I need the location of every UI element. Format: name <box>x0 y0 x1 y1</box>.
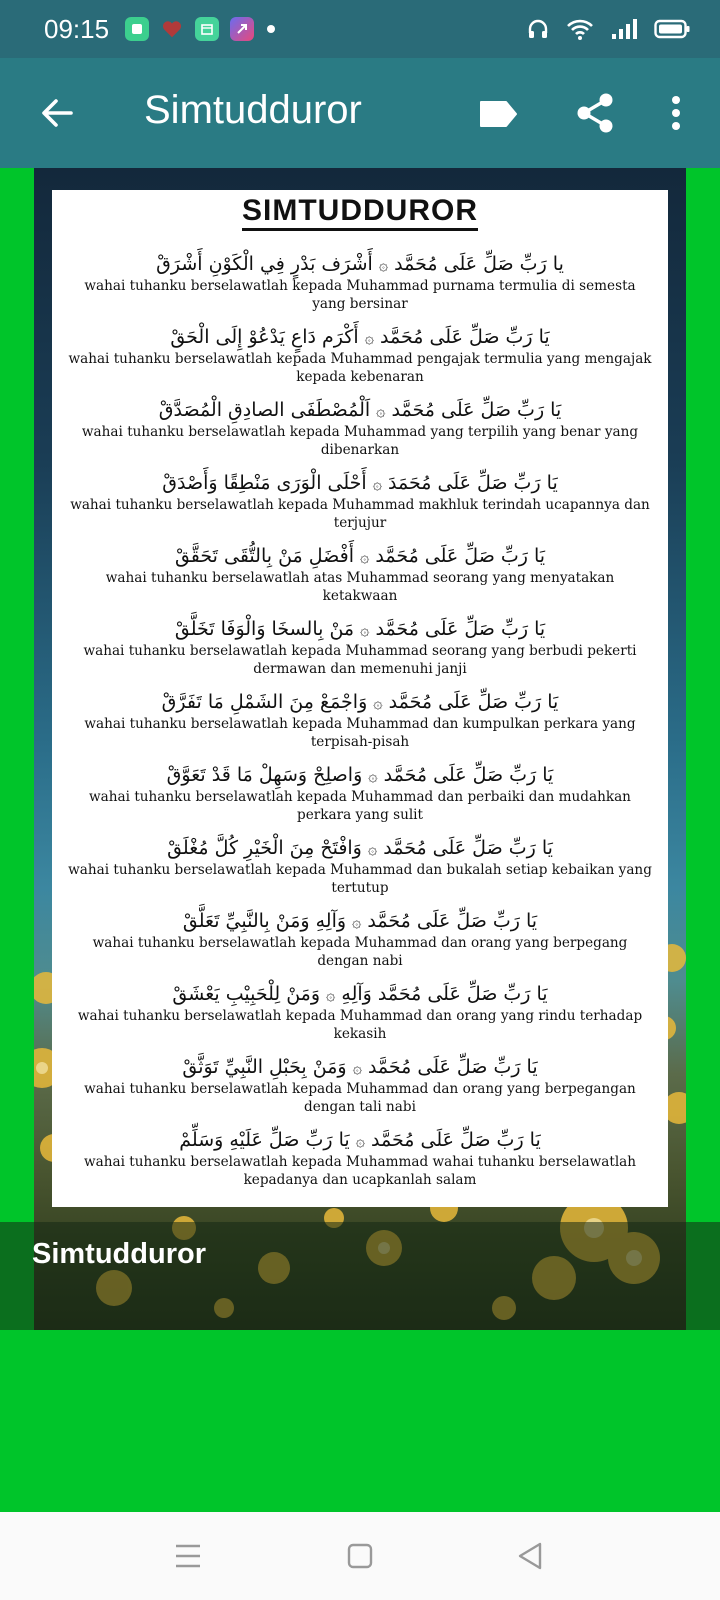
calendar-app-icon <box>195 17 219 41</box>
verse-arabic-first: يَا رَبِّ صَلِّ عَلَى مُحَمَّد <box>380 326 550 348</box>
verse-arabic <box>68 616 652 643</box>
arrow-left-icon <box>39 95 75 131</box>
verse-item <box>68 397 652 459</box>
verse-item <box>68 908 652 970</box>
verse-separator-icon: ۞ <box>378 255 389 274</box>
verse-list <box>68 251 652 1189</box>
verse-separator-icon: ۞ <box>359 547 370 566</box>
document-title: SIMTUDDUROR <box>242 196 478 231</box>
verse-item <box>68 543 652 605</box>
verse-translation: wahai tuhanku berselawatlah kepada Muhammad purnama termulia di semesta yang bersinar <box>84 278 636 312</box>
recent-apps-button[interactable] <box>160 1530 216 1582</box>
square-icon <box>346 1542 374 1570</box>
verse-arabic-second: يَا رَبِّ صَلِّ عَلَيْهِ وَسَلِّمْ <box>179 1129 350 1151</box>
image-caption: Simtudduror <box>32 1238 206 1270</box>
more-notifications-dot <box>267 25 275 33</box>
verse-translation: wahai tuhanku berselawatlah kepada Muhammad makhluk terindah ucapannya dan terjujur <box>70 497 650 531</box>
back-nav-button[interactable] <box>502 1530 558 1582</box>
label-button[interactable] <box>470 90 526 138</box>
verse-separator-icon: ۞ <box>367 839 378 858</box>
verse-arabic-first: يَا رَبِّ صَلِّ عَلَى مُحَمَّد <box>383 764 554 786</box>
verse-arabic-first: يَا رَبِّ صَلِّ عَلَى مُحَمَّد <box>391 399 562 421</box>
more-vertical-icon <box>670 95 682 131</box>
share-button[interactable] <box>568 86 622 140</box>
system-navigation-bar <box>0 1512 720 1600</box>
verse-arabic <box>68 689 652 716</box>
verse-arabic <box>68 835 652 862</box>
verse-arabic-second: أَفْضَلِ مَنْ بِالتُّقَى تَحَقَّقْ <box>174 545 354 567</box>
verse-arabic <box>68 762 652 789</box>
verse-arabic-first: يَا رَبِّ صَلِّ عَلَى مُحَمَّد <box>388 691 559 713</box>
verse-arabic <box>68 1127 652 1154</box>
status-indicators <box>526 17 690 41</box>
verse-arabic <box>68 324 652 351</box>
verse-separator-icon: ۞ <box>364 328 374 347</box>
battery-icon <box>654 18 690 40</box>
label-icon <box>478 99 518 129</box>
verse-arabic-second: وَاصلِحْ وَسَهِلْ مَا قَدْ تَعَوَّقْ <box>166 764 363 786</box>
verse-item <box>68 981 652 1043</box>
verse-translation: wahai tuhanku berselawatlah kepada Muhammad dan bukalah setiap kebaikan yang tertutup <box>68 862 652 896</box>
verse-arabic-first: يا رَبِّ صَلِّ عَلَى مُحَمَّد <box>394 253 564 275</box>
verse-translation: wahai tuhanku berselawatlah kepada Muhammad dan kumpulkan perkara yang terpisah-pisah <box>84 716 636 750</box>
verse-item <box>68 689 652 751</box>
app-bar <box>0 58 720 168</box>
verse-item <box>68 470 652 532</box>
verse-item <box>68 1127 652 1189</box>
verse-translation: wahai tuhanku berselawatlah kepada Muhammad seorang yang berbudi pekerti dermawan dan memenuhi janji <box>83 643 637 677</box>
verse-arabic-second: اَلْمُصْطَفَى الصادِقِ الْمُصَدَّقْ <box>158 399 371 421</box>
home-button[interactable] <box>332 1530 388 1582</box>
verse-arabic <box>68 543 652 570</box>
verse-arabic-second: مَنْ بِالسخَا وَالْوَفَا تَخَلَّقْ <box>174 618 355 640</box>
verse-arabic <box>68 981 652 1008</box>
verse-separator-icon: ۞ <box>360 620 370 639</box>
verse-separator-icon: ۞ <box>352 1058 362 1077</box>
status-time: 09:15 <box>44 13 110 44</box>
share-icon <box>575 92 615 134</box>
status-bar <box>0 0 720 58</box>
verse-separator-icon: ۞ <box>355 1131 366 1150</box>
verse-translation: wahai tuhanku berselawatlah atas Muhammad seorang yang menyatakan ketakwaan <box>105 570 615 604</box>
verse-item <box>68 324 652 386</box>
verse-item <box>68 616 652 678</box>
verse-arabic-first: يَا رَبِّ صَلِّ عَلَى مُحَمَّد <box>383 837 553 859</box>
content-image <box>34 168 686 1330</box>
verse-arabic-first: يَا رَبِّ صَلِّ عَلَى مُحَمَّد <box>371 1129 541 1151</box>
verse-arabic-second: وَمَنْ لِلْحَبِيْبِ يَعْشَقْ <box>172 983 321 1005</box>
verse-arabic-second: أَكْرَم دَاعٍ يَدْعُوْ إِلَى الْحَقْ <box>170 326 359 348</box>
verse-arabic-second: وَمَنْ بِحَبْلِ النَّبِيِّ تَوَثَّقْ <box>182 1056 347 1078</box>
heart-icon <box>160 17 184 41</box>
verse-arabic-first: يَا رَبِّ صَلِّ عَلَى مُحَمَّد <box>367 1056 538 1078</box>
verse-separator-icon: ۞ <box>373 693 383 712</box>
verse-item <box>68 762 652 824</box>
verse-arabic-first: يَا رَبِّ صَلِّ عَلَى مُحَمَّد <box>375 545 546 567</box>
verse-arabic-first: يَا رَبِّ صَلِّ عَلَى مُحَمَّد <box>375 618 546 640</box>
verse-arabic-second: أَحْلَى الْوَرَى مَنْطِقًا وَأَصْدَقْ <box>162 472 367 494</box>
verse-separator-icon: ۞ <box>372 474 383 493</box>
more-options-button[interactable] <box>652 86 700 140</box>
verse-arabic <box>68 470 652 497</box>
verse-separator-icon: ۞ <box>368 766 378 785</box>
verse-translation: wahai tuhanku berselawatlah kepada Muhammad dan orang yang berpegang dengan nabi <box>92 935 628 969</box>
verse-item <box>68 1054 652 1116</box>
back-button[interactable] <box>30 86 84 140</box>
verse-arabic-second: وَآلِهِ وَمَنْ بِالنَّبِيِّ تَعَلَّقْ <box>182 910 347 932</box>
verse-translation: wahai tuhanku berselawatlah kepada Muhammad dan orang yang rindu terhadap kekasih <box>77 1008 643 1042</box>
notes-app-icon <box>125 17 149 41</box>
verse-separator-icon: ۞ <box>326 985 336 1004</box>
menu-icon <box>173 1543 203 1569</box>
verse-translation: wahai tuhanku berselawatlah kepada Muhammad yang terpilih yang benar yang dibenarkan <box>81 424 639 458</box>
wifi-icon <box>566 17 594 41</box>
verse-arabic-second: وَافْتَحْ مِنَ الْخَيْرِ كُلَّ مُغْلَقْ <box>167 837 362 859</box>
page-title: Simtudduror <box>144 88 362 132</box>
triangle-back-icon <box>516 1541 544 1571</box>
verse-translation: wahai tuhanku berselawatlah kepada Muhammad dan orang yang berpegangan dengan tali nabi <box>84 1081 636 1115</box>
verse-arabic-second: وَاجْمَعْ مِنَ الشَمْلِ مَا تَفَرَّقْ <box>161 691 368 713</box>
verse-arabic-second: أَشْرَف بَدْرٍ فِي الْكَوْنِ أَشْرَقْ <box>156 253 373 275</box>
verse-arabic <box>68 1054 652 1081</box>
verse-translation: wahai tuhanku berselawatlah kepada Muhammad wahai tuhanku berselawatlah kepadanya dan ucapkanlah salam <box>83 1154 637 1188</box>
verse-item <box>68 835 652 897</box>
verse-arabic-first: يَا رَبِّ صَلِّ عَلَى مُحَمَدَ <box>388 472 558 494</box>
verse-arabic-first: يَا رَبِّ صَلِّ عَلَى مُحَمَّد <box>367 910 538 932</box>
verse-arabic-first: يَا رَبِّ صَلِّ عَلَى مُحَمَّد وَآلِهِ <box>341 983 548 1005</box>
prayer-document <box>52 190 668 1207</box>
verse-item <box>68 251 652 313</box>
verse-arabic <box>68 908 652 935</box>
headphones-icon <box>526 17 550 41</box>
verse-translation: wahai tuhanku berselawatlah kepada Muhammad dan perbaiki dan mudahkan perkara yang sulit <box>89 789 631 823</box>
verse-separator-icon: ۞ <box>376 401 386 420</box>
verse-translation: wahai tuhanku berselawatlah kepada Muhammad pengajak termulia yang mengajak kepada kebenaran <box>68 351 652 385</box>
notification-icons <box>125 17 275 41</box>
verse-arabic <box>68 251 652 278</box>
verse-separator-icon: ۞ <box>352 912 362 931</box>
shortcut-app-icon <box>230 17 254 41</box>
signal-icon <box>610 17 638 41</box>
verse-arabic <box>68 397 652 424</box>
